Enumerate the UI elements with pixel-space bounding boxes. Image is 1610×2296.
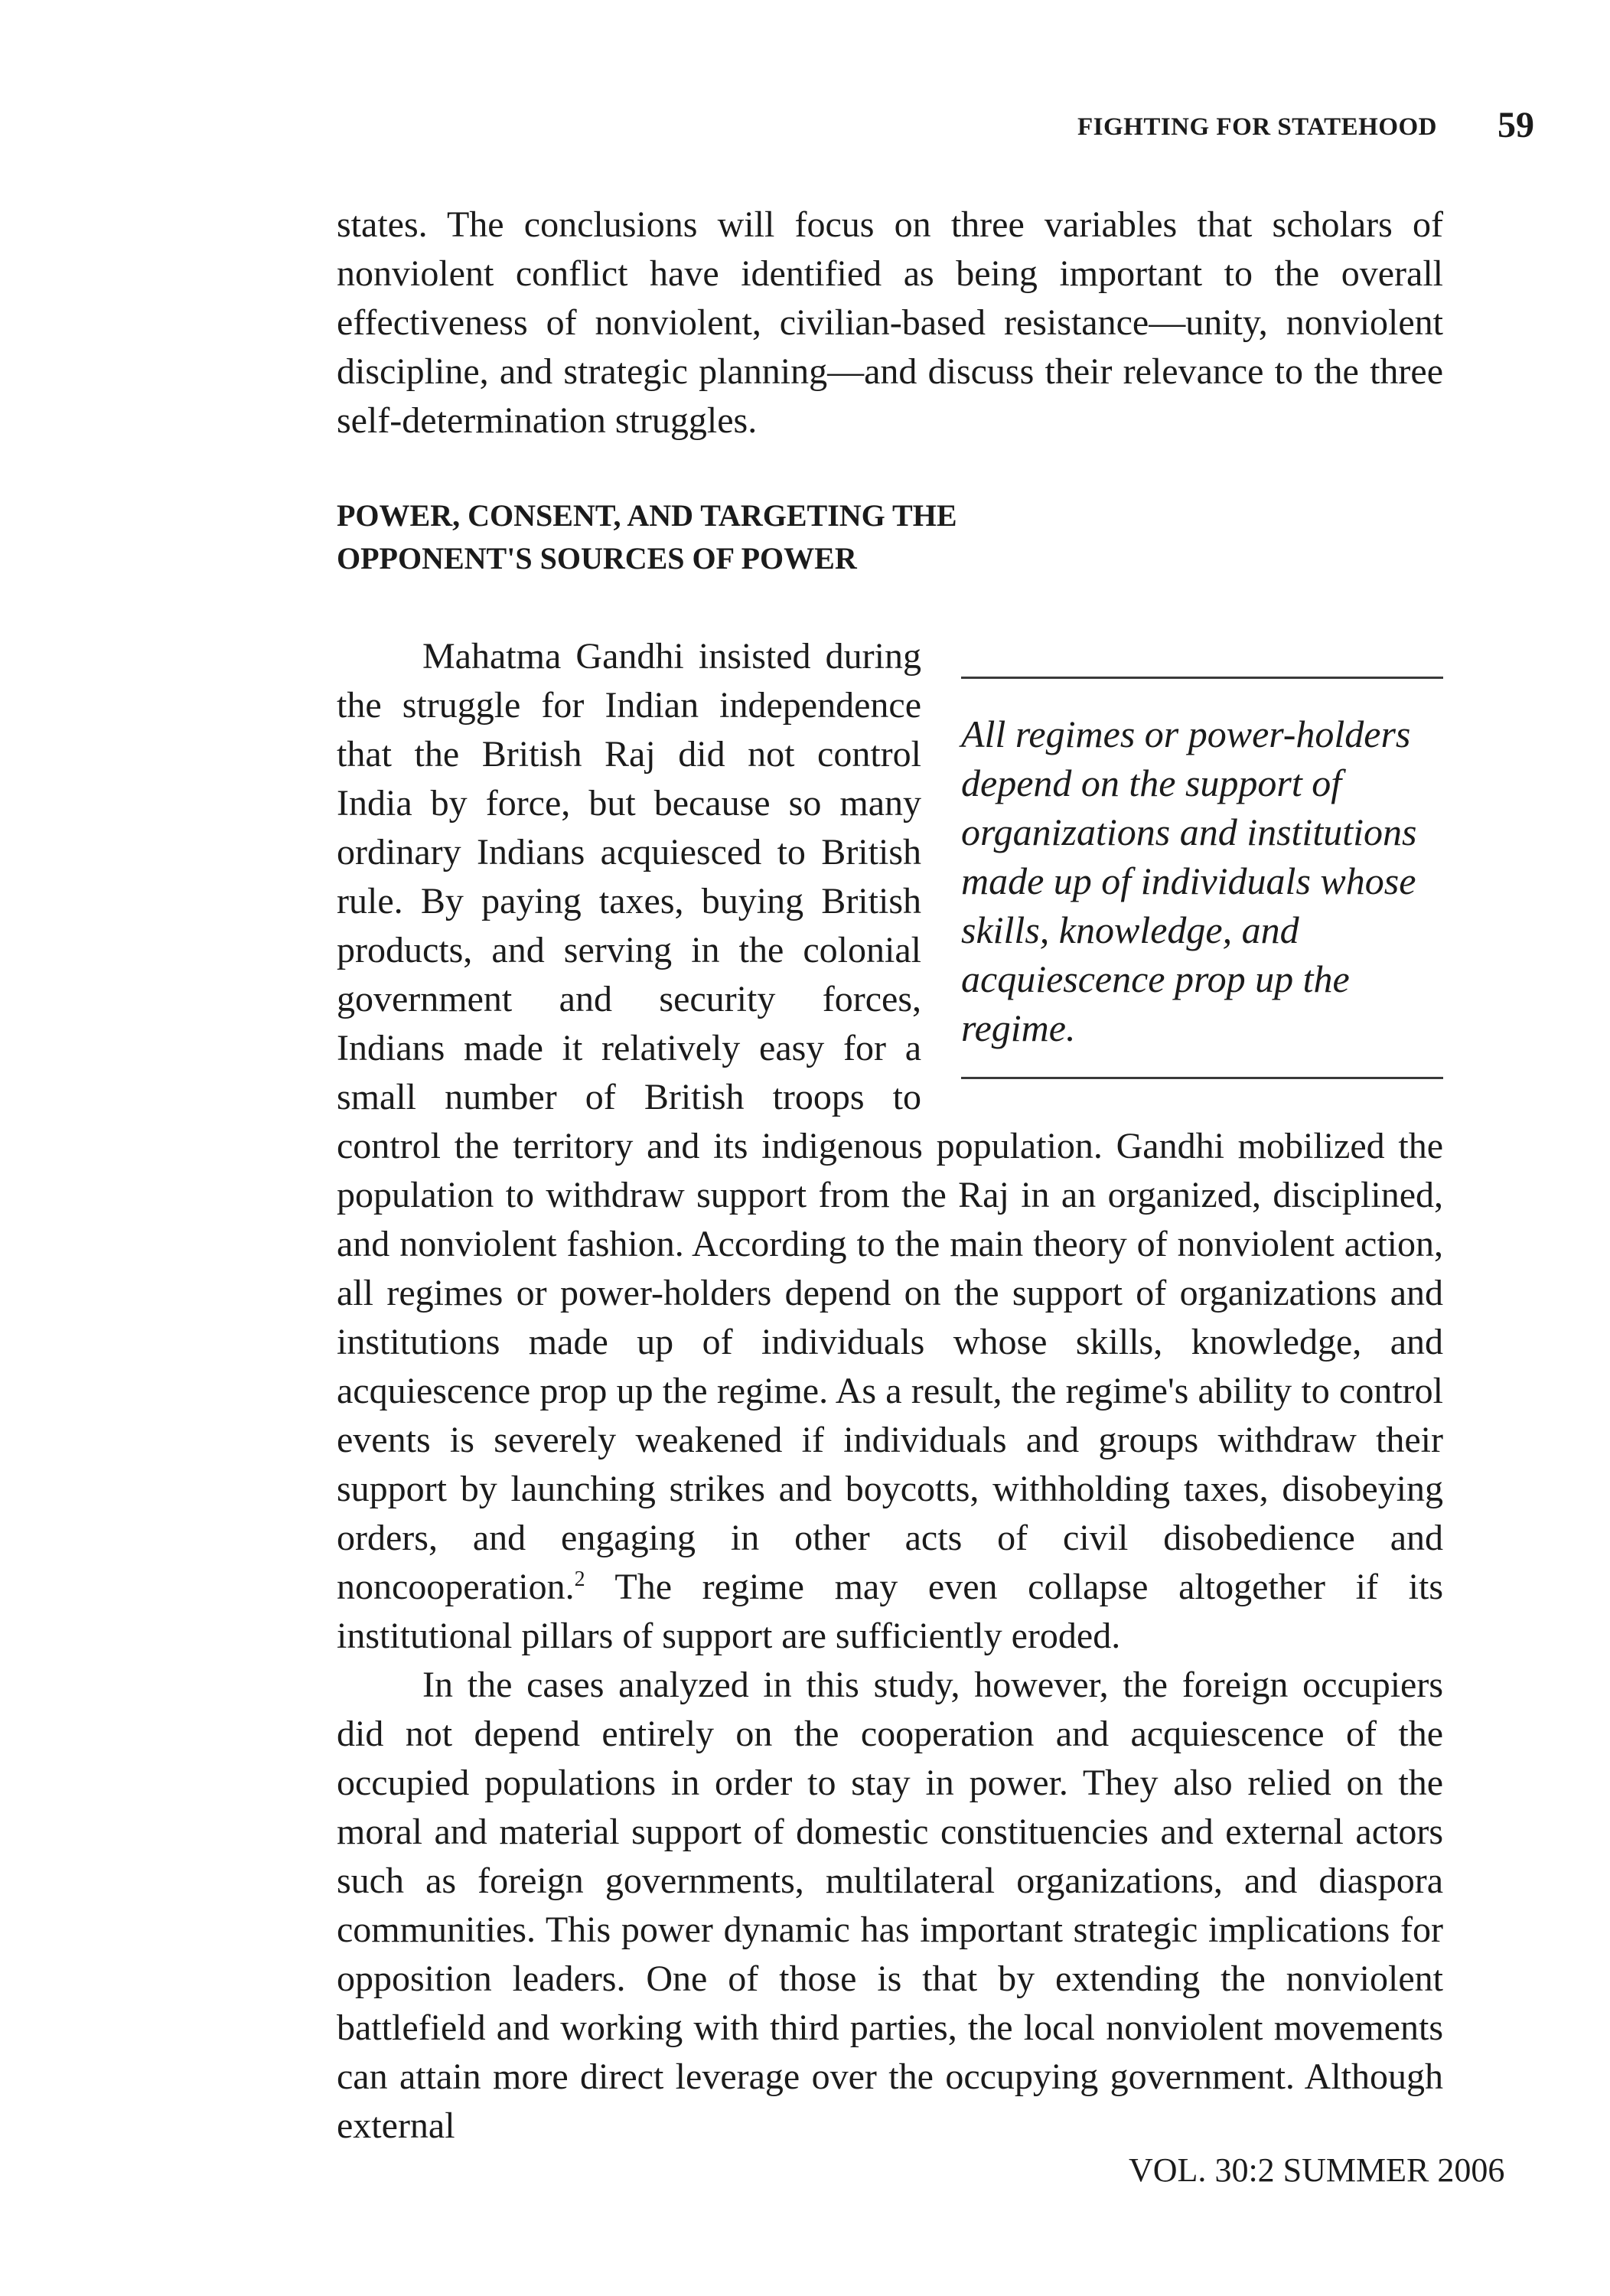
section-heading-line-1: POWER, CONSENT, AND TARGETING THE xyxy=(337,498,957,533)
body-text xyxy=(337,632,1443,2151)
opening-text xyxy=(337,201,1443,445)
footer-season: SUMMER xyxy=(1282,2151,1429,2189)
page-number: 59 xyxy=(1498,105,1534,145)
paragraph-gandhi-end: The regime may even collapse altogether if its institutional pillars of support are sufficiently eroded. xyxy=(337,1567,1443,1656)
footer-issue: 30:2 xyxy=(1214,2151,1275,2189)
section-heading xyxy=(337,494,1102,580)
paragraph-cases: In the cases analyzed in this study, however, the foreign occupiers did not depend entirely on the cooperation and acquiescence of the occupied populations in order to stay in power. They also relied on the moral and material support of domestic constituencies and external actors such as foreign governments, multilateral organizations, and diaspora communities. This power dynamic has important strategic implications for opposition leaders. One of those is that by extending the nonviolent battlefield and working with third parties, the local nonviolent movements can attain more direct leverage over the occupying government. Although external xyxy=(337,1665,1443,2146)
running-title: FIGHTING FOR STATEHOOD xyxy=(1077,113,1437,141)
running-head xyxy=(1034,104,1534,150)
footnote-marker: 2 xyxy=(574,1567,585,1591)
footer-year: 2006 xyxy=(1437,2151,1505,2189)
paragraph-opening: states. The conclusions will focus on three variables that scholars of nonviolent conflict have identified as being important to the overall effectiveness of nonviolent, civilian-based resistance—unity, nonviolent discipline, and strategic planning—and discuss their relevance to the three self-determination struggles. xyxy=(337,204,1443,441)
journal-footer xyxy=(1129,2151,1505,2190)
section-heading-line-2: OPPONENT'S SOURCES OF POWER xyxy=(337,541,857,576)
paragraph-gandhi-text: Mahatma Gandhi insisted during the struggle for Indian independence that the British Raj did not control India by force, but because so many ordinary Indians acquiesced to British rule. By paying taxes, buying British products, and serving in the colonial government and security forces, Indians made it relatively easy for a small number of British troops to control the territory and its indigenous population. Gandhi mobilized the population to withdraw support from the Raj in an organized, disciplined, and nonviolent fashion. According to the main theory of nonviolent action, all regimes or power-holders depend on the support of organizations and institutions made up of individuals whose skills, knowledge, and acquiescence prop up the regime. As a result, the regime's ability to control events is severely weakened if individuals and groups withdraw their support by launching strikes and boycotts, withholding taxes, disobeying orders, and engaging in other acts of civil disobedience and noncooperation. xyxy=(337,636,1443,1607)
pull-quote: All regimes or power-holders depend on the support of organizations and institutions made up of individuals whose skills, knowledge, and acquiescence prop up the regime. xyxy=(961,677,1443,1079)
footer-volume-label: VOL. xyxy=(1129,2151,1207,2189)
